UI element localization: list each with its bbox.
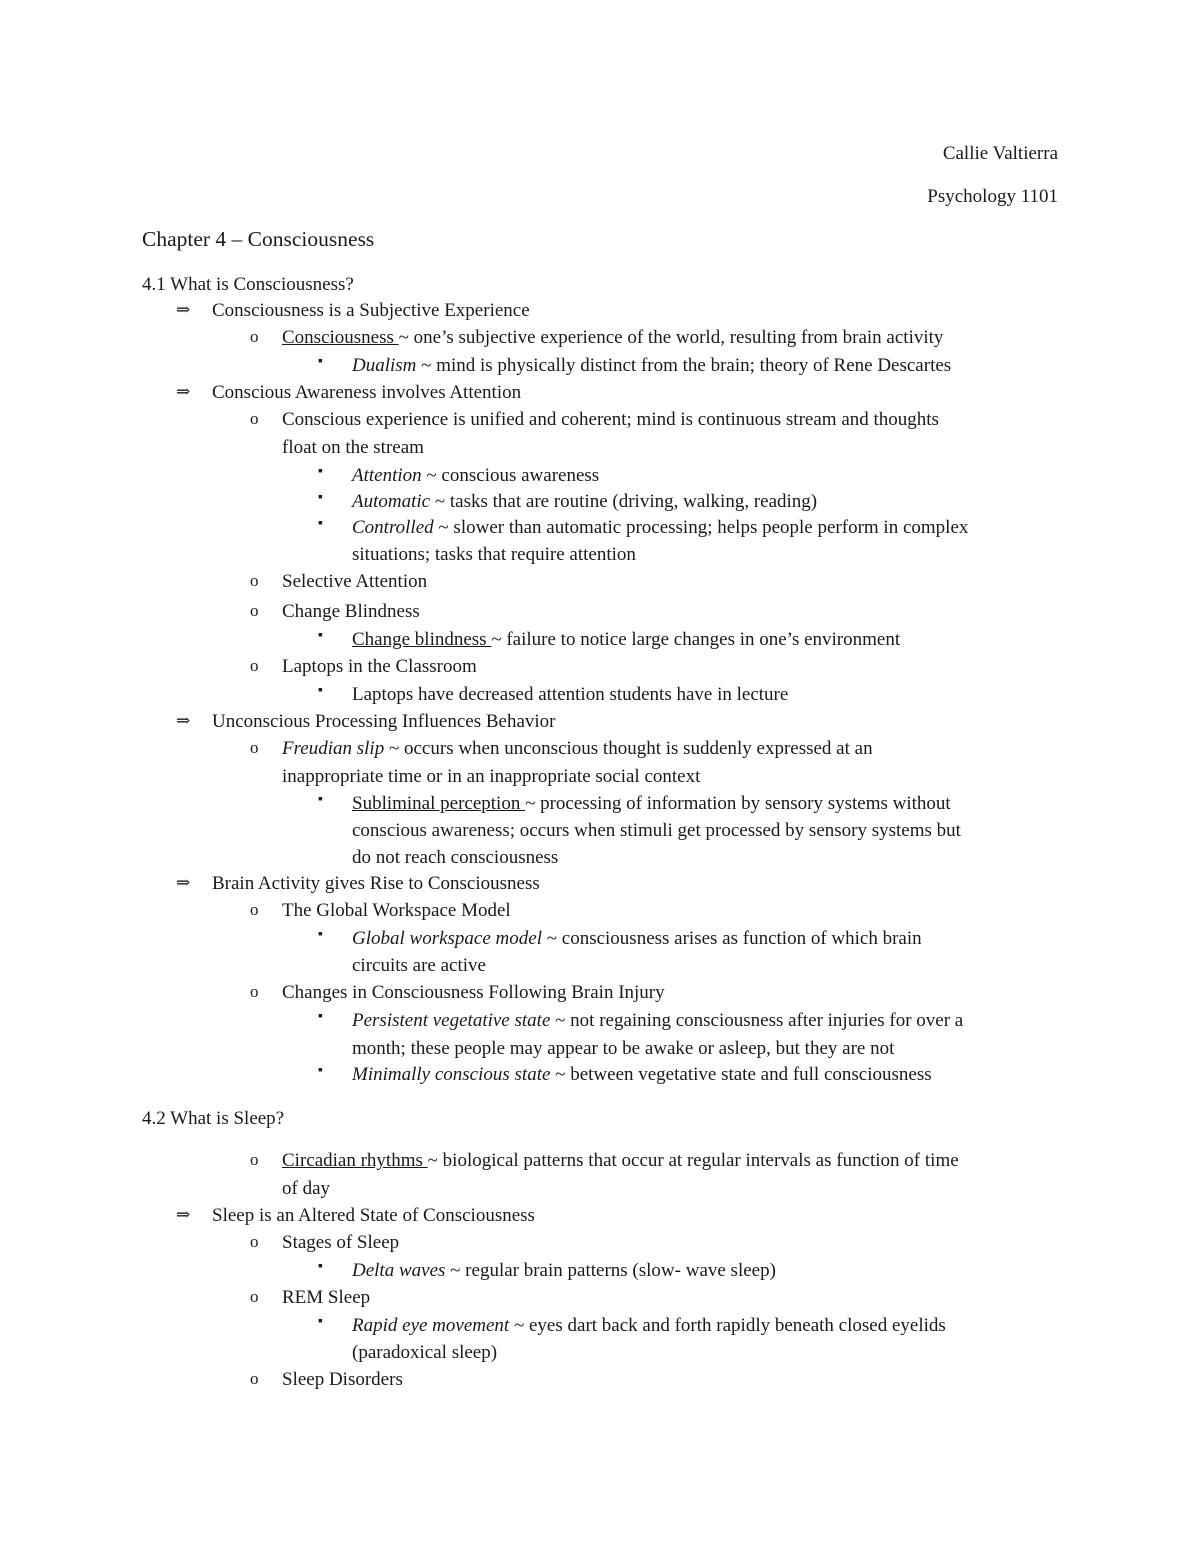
definition: ~ biological patterns that occur at regular intervals as function of time [427,1150,959,1171]
list-item [318,464,600,487]
definition: ~ failure to notice large changes in one’s environment [491,629,901,650]
list-item [318,1314,946,1337]
circle-bullet-icon: o [250,327,259,346]
term: Circadian rhythms [282,1150,428,1171]
list-item [318,1009,964,1032]
square-bullet-icon: ▪ [318,792,323,807]
item-text: Conscious experience is unified and coherent; mind is continuous stream and thoughts [282,409,939,430]
square-bullet-icon: ▪ [318,354,323,369]
section-heading-4-1: 4.1 What is Consciousness? [142,274,354,295]
list-item [250,656,477,678]
item-text: The Global Workspace Model [282,900,511,921]
list-item [176,300,530,322]
list-item [318,1063,932,1086]
heading-text: Sleep is an Altered State of Consciousness [212,1205,535,1226]
square-bullet-icon: ▪ [318,1314,323,1329]
course-name: Psychology 1101 [927,186,1058,207]
continuation-text: conscious awareness; occurs when stimuli get processed by sensory systems but [352,820,961,841]
definition: ~ slower than automatic processing; helps people perform in complex [433,517,969,538]
term: Delta waves [352,1260,446,1281]
term: Dualism [352,355,417,376]
term: Automatic [352,491,431,512]
circle-bullet-icon: o [250,601,259,620]
continuation-text: situations; tasks that require attention [352,544,636,565]
circle-bullet-icon: o [250,982,259,1001]
circle-bullet-icon: o [250,738,259,757]
arrow-bullet-icon: ⇒ [176,300,191,319]
item-text: Selective Attention [282,571,428,592]
definition: ~ between vegetative state and full consciousness [550,1064,932,1085]
continuation-text: do not reach consciousness [352,847,559,868]
square-bullet-icon: ▪ [318,490,323,505]
term: Controlled [352,517,434,538]
circle-bullet-icon: o [250,1287,259,1306]
list-item [318,683,789,706]
list-item [250,327,944,349]
square-bullet-icon: ▪ [318,516,323,531]
circle-bullet-icon: o [250,409,259,428]
list-item [176,873,540,895]
square-bullet-icon: ▪ [318,1063,323,1078]
square-bullet-icon: ▪ [318,1009,323,1024]
list-item [318,628,901,651]
definition: ~ regular brain patterns (slow- wave sleep) [445,1260,776,1281]
definition: ~ one’s subjective experience of the world, resulting from brain activity [398,327,944,348]
square-bullet-icon: ▪ [318,1259,323,1274]
continuation-text: (paradoxical sleep) [352,1342,498,1363]
term: Minimally conscious state [352,1064,551,1085]
item-text: Sleep Disorders [282,1369,403,1390]
continuation-text: of day [282,1178,331,1199]
list-item [250,571,428,593]
list-item [250,409,939,431]
list-item [250,1150,959,1172]
list-item [250,1232,400,1254]
circle-bullet-icon: o [250,1232,259,1251]
list-item [318,792,951,815]
heading-text: Brain Activity gives Rise to Consciousness [212,873,540,894]
list-item [318,1259,776,1282]
heading-text: Consciousness is a Subjective Experience [212,300,530,321]
definition: ~ consciousness arises as function of which brain [541,928,922,949]
term: Persistent vegetative state [352,1010,551,1031]
list-item [318,927,922,950]
list-item [250,601,420,623]
list-item [176,711,556,733]
term: Attention [352,465,422,486]
heading-text: Unconscious Processing Influences Behavior [212,711,556,732]
circle-bullet-icon: o [250,1369,259,1388]
square-bullet-icon: ▪ [318,628,323,643]
definition: ~ tasks that are routine (driving, walking, reading) [430,491,818,512]
definition: ~ not regaining consciousness after injuries for over a [550,1010,964,1031]
definition: ~ conscious awareness [421,465,600,486]
square-bullet-icon: ▪ [318,464,323,479]
list-item [250,900,511,922]
arrow-bullet-icon: ⇒ [176,382,191,401]
chapter-title: Chapter 4 – Consciousness [142,227,375,251]
continuation-text: float on the stream [282,437,424,458]
list-item [176,1205,535,1227]
circle-bullet-icon: o [250,900,259,919]
term: Consciousness [282,327,399,348]
list-item [250,738,873,760]
item-text: Change Blindness [282,601,420,622]
continuation-text: circuits are active [352,955,486,976]
list-item [176,382,522,404]
list-item [318,516,969,539]
author-name: Callie Valtierra [942,143,1058,164]
arrow-bullet-icon: ⇒ [176,873,191,892]
circle-bullet-icon: o [250,1150,259,1169]
square-bullet-icon: ▪ [318,927,323,942]
continuation-text: inappropriate time or in an inappropriate social context [282,766,701,787]
definition: ~ mind is physically distinct from the brain; theory of Rene Descartes [416,355,952,376]
list-item [250,1287,371,1309]
list-item [250,982,665,1004]
term: Change blindness [352,629,492,650]
continuation-text: month; these people may appear to be awake or asleep, but they are not [352,1038,895,1059]
item-text: Changes in Consciousness Following Brain Injury [282,982,665,1003]
definition: ~ eyes dart back and forth rapidly beneath closed eyelids [509,1315,946,1336]
item-text: Laptops in the Classroom [282,656,477,677]
heading-text: Conscious Awareness involves Attention [212,382,522,403]
term: Global workspace model [352,928,542,949]
arrow-bullet-icon: ⇒ [176,1205,191,1224]
item-text: Stages of Sleep [282,1232,400,1253]
arrow-bullet-icon: ⇒ [176,711,191,730]
square-bullet-icon: ▪ [318,683,323,698]
list-item [318,490,818,513]
section-heading-4-2: 4.2 What is Sleep? [142,1108,285,1129]
list-item [250,1369,403,1391]
term: Freudian slip [282,738,385,759]
circle-bullet-icon: o [250,656,259,675]
definition: ~ processing of information by sensory systems without [525,793,951,814]
term: Subliminal perception [352,793,526,814]
definition: ~ occurs when unconscious thought is suddenly expressed at an [384,738,873,759]
list-item [318,354,952,377]
item-text: REM Sleep [282,1287,371,1308]
term: Rapid eye movement [352,1315,510,1336]
item-text: Laptops have decreased attention students have in lecture [352,684,789,705]
circle-bullet-icon: o [250,571,259,590]
